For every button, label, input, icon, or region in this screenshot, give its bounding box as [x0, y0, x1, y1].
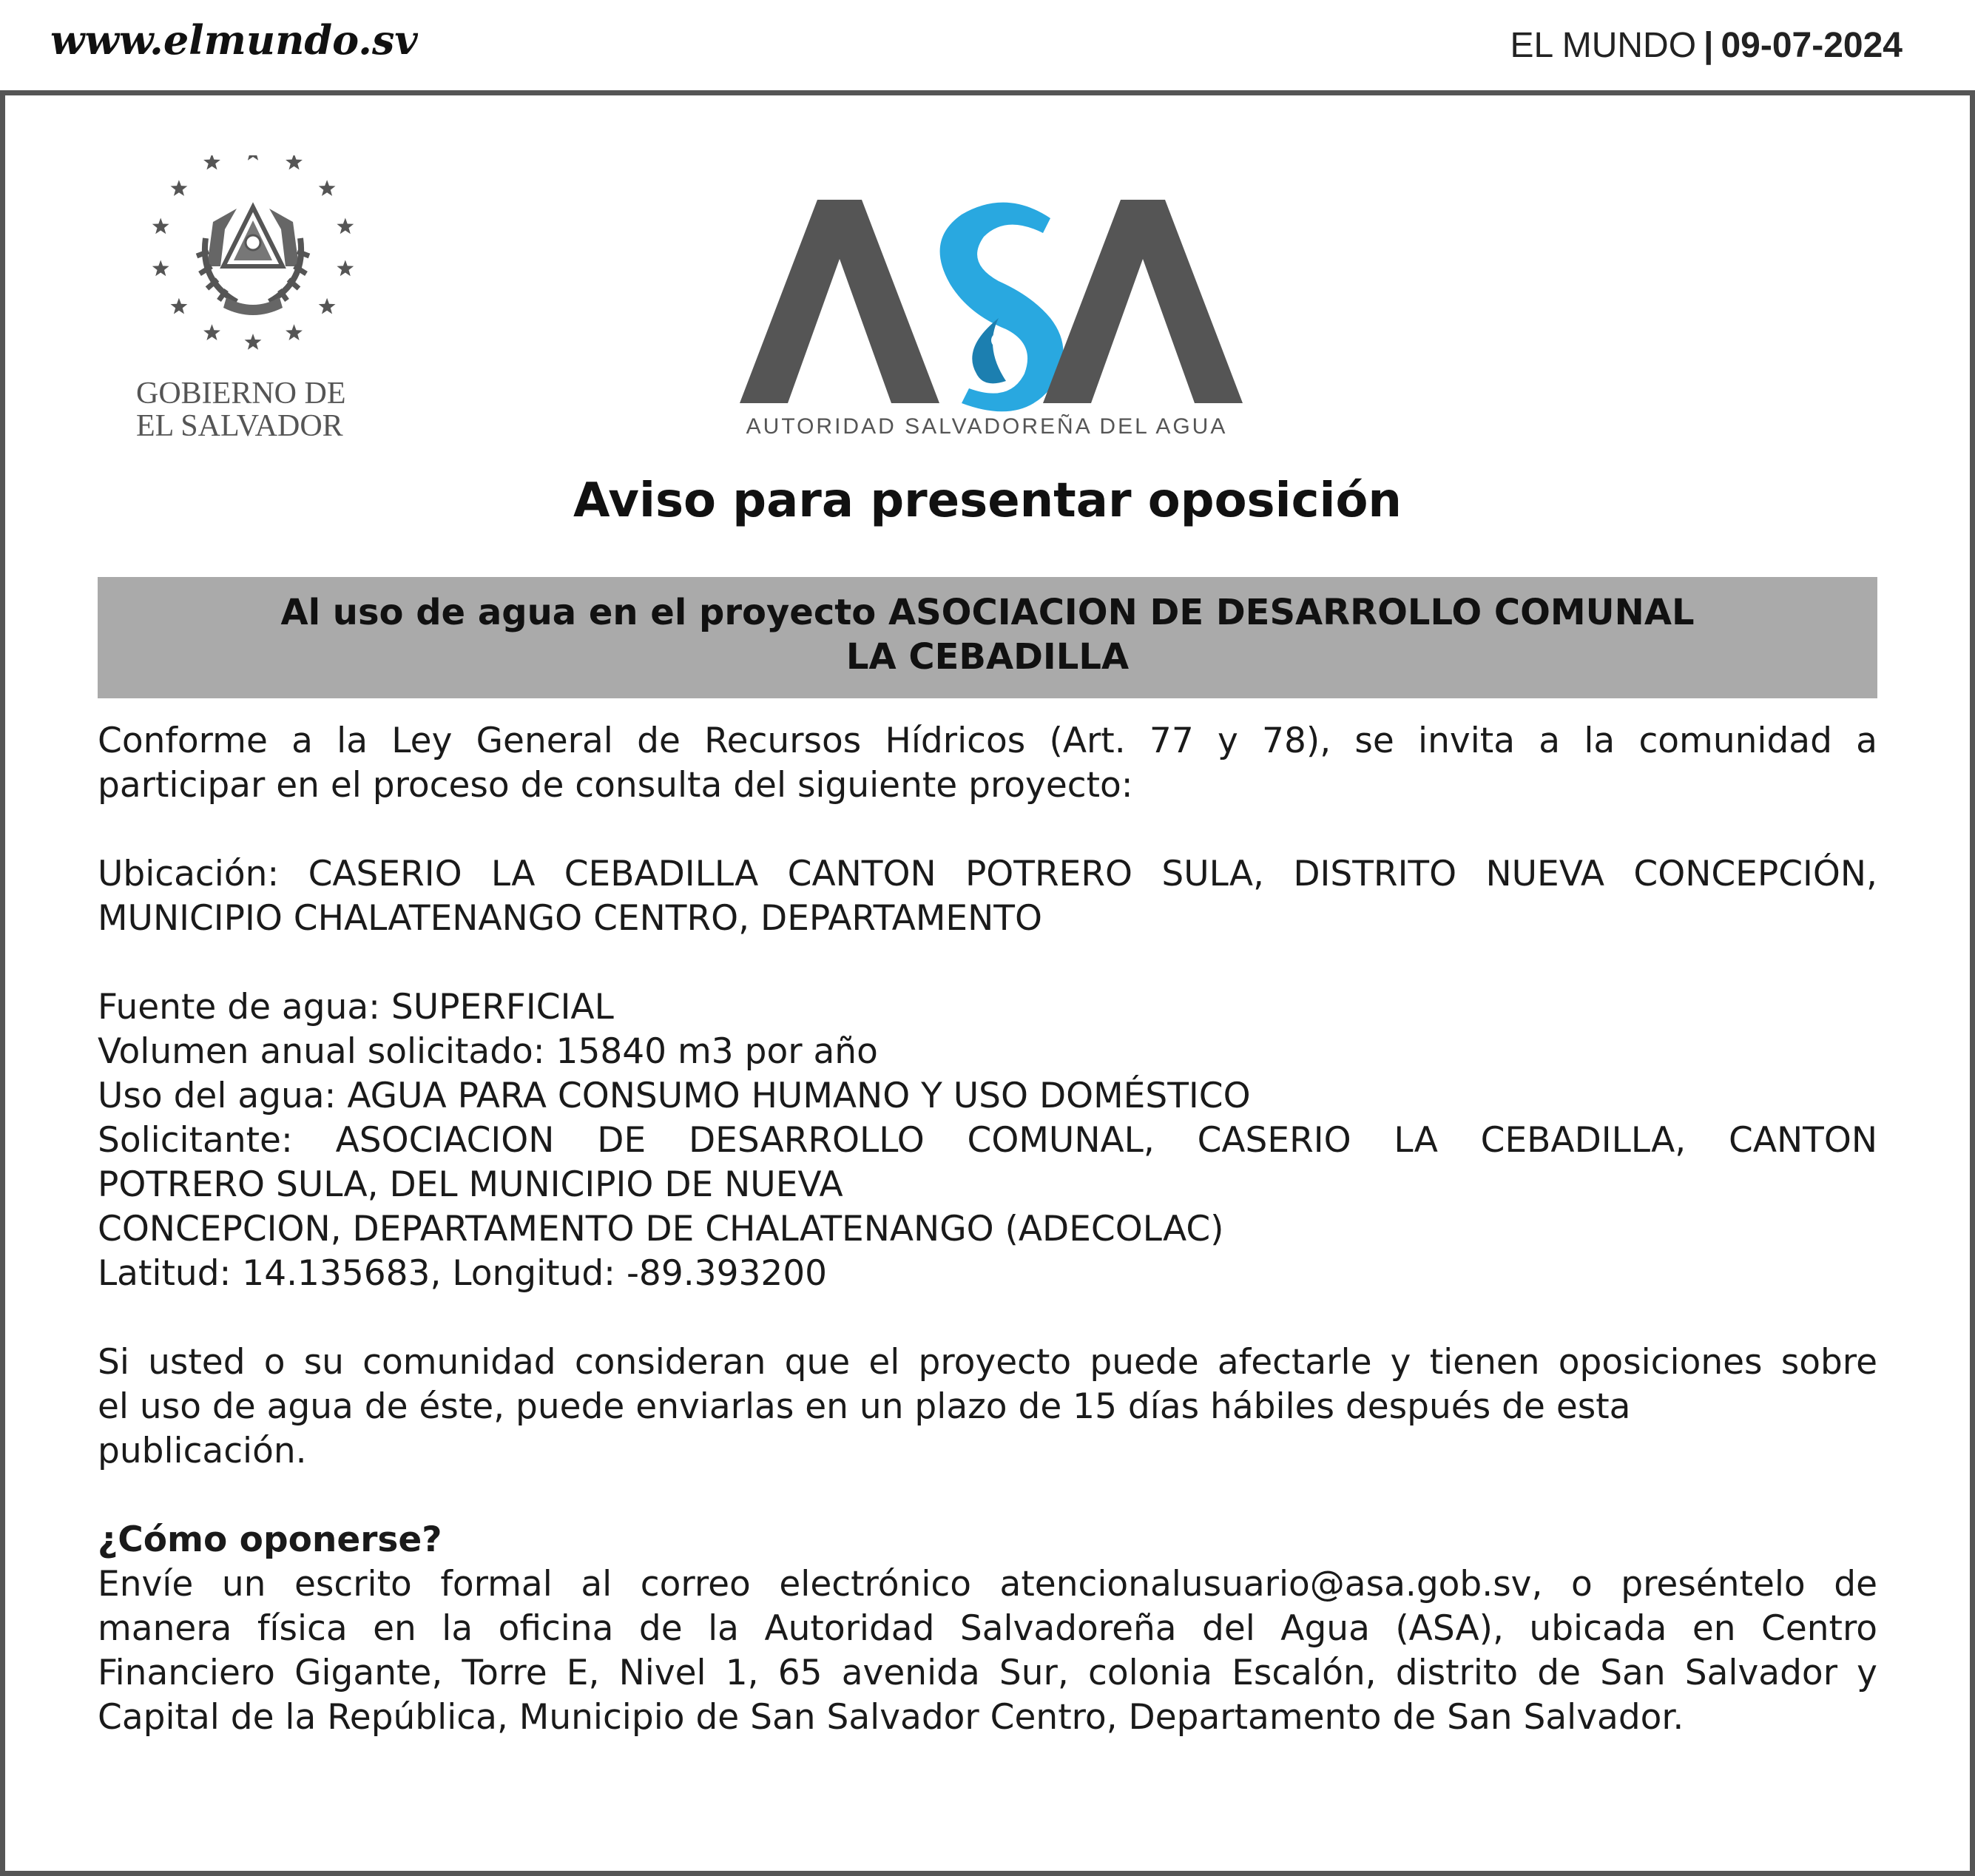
project-banner — [98, 577, 1877, 698]
intro-line1: Conforme a la Ley General de Recursos Hídricos (Art. 77 y 78), se invita a la comunidad a — [98, 721, 1877, 761]
location-paragraph — [98, 852, 1877, 941]
government-name-line1: GOBIERNO DE — [136, 377, 346, 411]
how-to-heading: ¿Cómo oponerse? — [98, 1519, 442, 1560]
star-icon — [203, 155, 220, 169]
opposition-line3: publicación. — [98, 1431, 307, 1471]
annual-volume: Volumen anual solicitado: 15840 m3 por año — [98, 1031, 878, 1072]
applicant-line1: Solicitante: ASOCIACION DE DESARROLLO COMUNAL, CASERIO LA CEBADILLA, CANTON — [98, 1120, 1877, 1161]
page-header — [0, 0, 1975, 89]
how-to-line1: Envíe un escrito formal al correo electrónico atencionalusuario@asa.gob.sv, o preséntelo de — [98, 1564, 1877, 1605]
intro-paragraph — [98, 719, 1877, 808]
star-icon — [319, 298, 336, 314]
government-name-line2: EL SALVADOR — [136, 409, 343, 443]
notice-title: Aviso para presentar oposición — [573, 473, 1402, 528]
star-icon — [337, 260, 354, 277]
star-icon — [337, 218, 354, 234]
applicant-line2: POTRERO SULA, DEL MUNICIPIO DE NUEVA — [98, 1164, 843, 1205]
water-use: Uso del agua: AGUA PARA CONSUMO HUMANO Y USO DOMÉSTICO — [98, 1076, 1251, 1116]
details-block — [98, 985, 1877, 1296]
notice-body — [98, 719, 1877, 1740]
opposition-paragraph — [98, 1340, 1877, 1474]
banner-line1: Al uso de agua en el proyecto ASOCIACION DE DESARROLLO COMUNAL — [280, 592, 1695, 633]
star-icon — [319, 180, 336, 196]
star-icon — [245, 334, 262, 350]
government-logo — [126, 155, 392, 451]
banner-line2: LA CEBADILLA — [845, 636, 1130, 678]
star-icon — [152, 218, 169, 234]
location-line2: MUNICIPIO CHALATENANGO CENTRO, DEPARTAMENTO — [98, 898, 1042, 939]
asa-subtitle: AUTORIDAD SALVADOREÑA DEL AGUA — [746, 414, 1228, 439]
publication-date: 09-07-2024 — [1721, 26, 1903, 65]
star-icon — [203, 324, 220, 340]
star-icon — [152, 260, 169, 277]
opposition-line2: el uso de agua de éste, puede enviarlas en un plazo de 15 días hábiles después de esta — [98, 1386, 1631, 1427]
star-icon — [171, 180, 188, 196]
opposition-line1: Si usted o su comunidad consideran que el proyecto puede afectarle y tienen oposiciones sobre — [98, 1342, 1877, 1383]
how-to-section — [98, 1518, 1877, 1740]
how-to-line4: Capital de la República, Municipio de San Salvador Centro, Departamento de San Salvador. — [98, 1697, 1684, 1738]
coordinates: Latitud: 14.135683, Longitud: -89.393200 — [98, 1253, 828, 1294]
masthead — [1510, 25, 1903, 66]
star-icon — [286, 324, 303, 340]
masthead-separator: | — [1704, 26, 1714, 65]
coat-of-arms-icon — [126, 155, 392, 377]
water-source: Fuente de agua: SUPERFICIAL — [98, 987, 614, 1028]
star-icon — [245, 155, 262, 161]
star-icon — [171, 298, 188, 314]
newspaper-name: EL MUNDO — [1510, 26, 1697, 65]
how-to-line2: manera física en la oficina de la Autoridad Salvadoreña del Agua (ASA), ubicada en Centro — [98, 1608, 1877, 1649]
government-name — [136, 377, 402, 442]
star-icon — [286, 155, 303, 169]
intro-line2: participar en el proceso de consulta del siguiente proyecto: — [98, 765, 1133, 806]
site-url[interactable]: www.elmundo.sv — [50, 16, 418, 64]
how-to-line3: Financiero Gigante, Torre E, Nivel 1, 65 avenida Sur, colonia Escalón, distrito de San Salvador y — [98, 1653, 1877, 1693]
location-line1: Ubicación: CASERIO LA CEBADILLA CANTON POTRERO SULA, DISTRITO NUEVA CONCEPCIÓN, — [98, 854, 1877, 894]
applicant-line3: CONCEPCION, DEPARTAMENTO DE CHALATENANGO (ADECOLAC) — [98, 1209, 1224, 1249]
